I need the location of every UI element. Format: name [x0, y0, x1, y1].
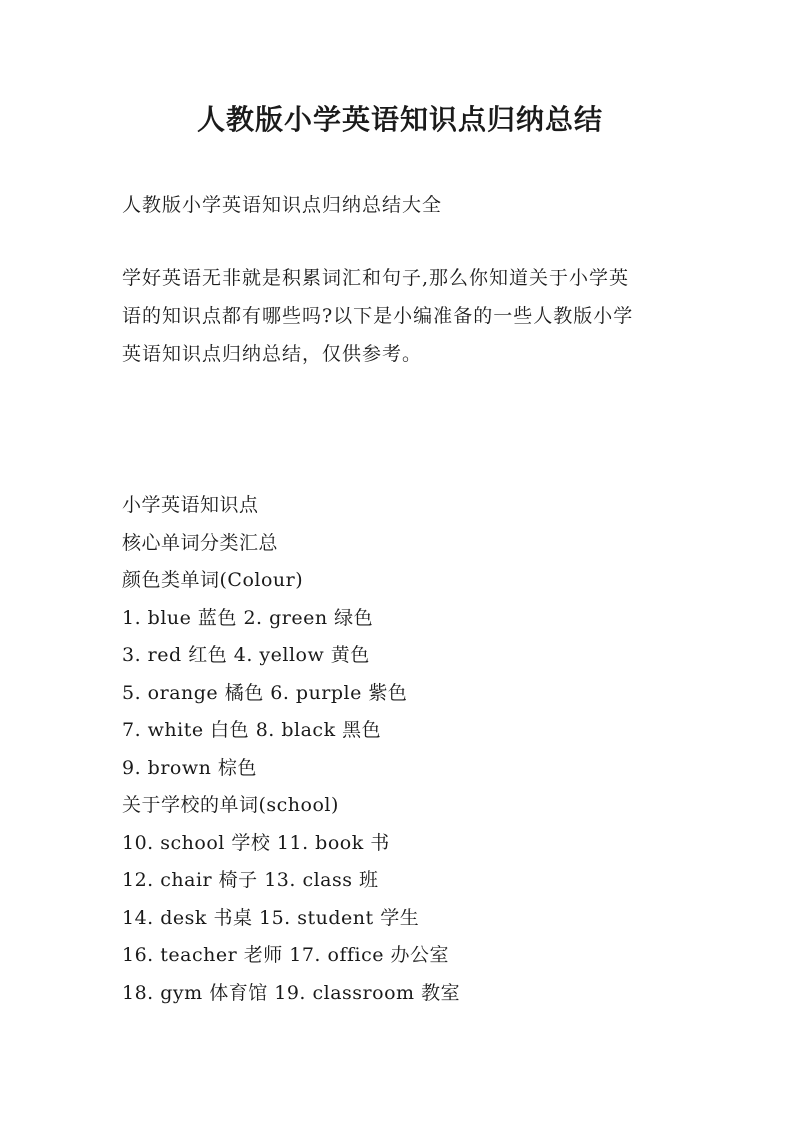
category-heading-colour: 颜色类单词(Colour) — [122, 569, 304, 591]
document-title: 人教版小学英语知识点归纳总结 — [196, 103, 603, 136]
section-heading: 小学英语知识点 — [122, 494, 259, 516]
vocab-line: 3. red 红色 4. yellow 黄色 — [122, 644, 370, 666]
section-subheading: 核心单词分类汇总 — [122, 531, 279, 554]
vocab-line: 12. chair 椅子 13. class 班 — [122, 869, 379, 891]
intro-line: 英语知识点归纳总结，仅供参考。 — [122, 343, 423, 365]
vocab-line: 14. desk 书桌 15. student 学生 — [122, 906, 420, 929]
content-list — [122, 487, 722, 1012]
vocab-line: 10. school 学校 11. book 书 — [122, 831, 390, 854]
document-subtitle: 人教版小学英语知识点归纳总结大全 — [122, 194, 443, 216]
vocab-line: 1. blue 蓝色 2. green 绿色 — [122, 606, 374, 629]
vocab-line: 16. teacher 老师 17. office 办公室 — [122, 944, 450, 966]
vocab-line: 18. gym 体育馆 19. classroom 教室 — [122, 981, 461, 1004]
vocab-line: 9. brown 棕色 — [122, 756, 257, 779]
intro-line: 学好英语无非就是积累词汇和句子,那么你知道关于小学英 — [122, 267, 630, 289]
category-heading-school: 关于学校的单词(school) — [122, 794, 339, 816]
intro-line: 语的知识点都有哪些吗?以下是小编准备的一些人教版小学 — [122, 305, 634, 327]
vocab-line: 5. orange 橘色 6. purple 紫色 — [122, 681, 408, 704]
vocab-line: 7. white 白色 8. black 黑色 — [122, 719, 382, 741]
intro-paragraph — [122, 259, 682, 373]
